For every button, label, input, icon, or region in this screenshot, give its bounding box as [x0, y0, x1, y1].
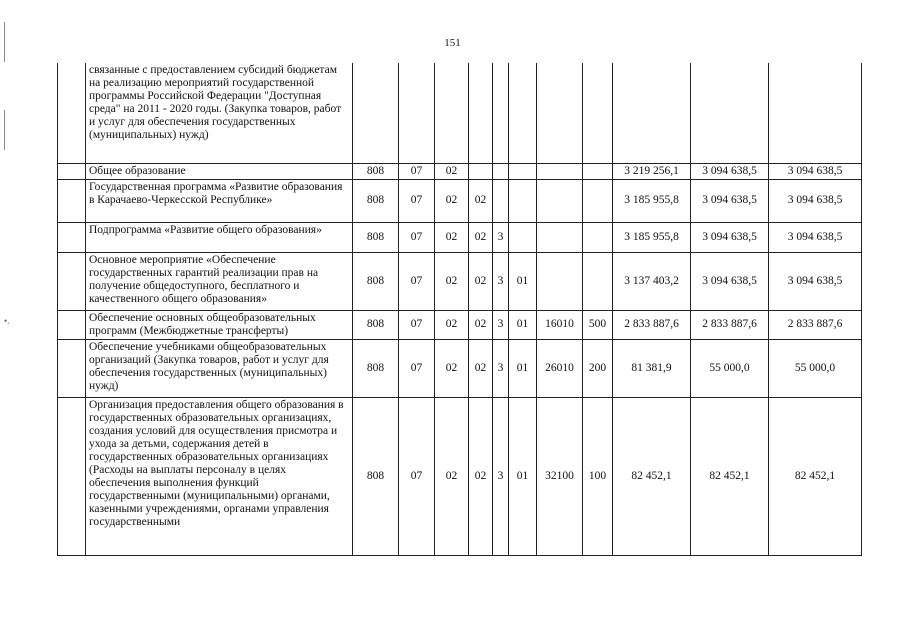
- table-row: [58, 397, 862, 555]
- amount-cell: 3 094 638,5: [691, 163, 769, 179]
- page-number: 151: [444, 37, 461, 49]
- amount-cell: 3 094 638,5: [769, 222, 862, 252]
- code-cell: 808: [353, 339, 399, 397]
- code-cell: 02: [469, 179, 493, 222]
- amount-cell: 82 452,1: [691, 397, 769, 555]
- code-cell: [583, 63, 613, 163]
- code-cell: 02: [435, 163, 469, 179]
- code-cell: 3: [493, 397, 509, 555]
- row-number-cell: [58, 397, 86, 555]
- code-cell: 3: [493, 222, 509, 252]
- row-number-cell: [58, 252, 86, 310]
- budget-table: [57, 63, 862, 556]
- row-description: Общее образование: [86, 163, 353, 179]
- code-cell: [435, 63, 469, 163]
- amount-cell: 82 452,1: [613, 397, 691, 555]
- row-description: Организация предоставления общего образования в государственных образовательных организациях, создания условий для осуществления присмотра и ухода за детьми, содержания детей в государственных образовательных организациях (Расходы на выплаты персоналу в целях обеспечения выполнения функций государственными (муниципальными) органами, казенными учреждениями, органами управления государственными: [86, 397, 353, 555]
- code-cell: 808: [353, 163, 399, 179]
- code-cell: 808: [353, 397, 399, 555]
- code-cell: 07: [399, 397, 435, 555]
- amount-cell: [691, 63, 769, 163]
- table-row: [58, 179, 862, 222]
- row-number-cell: [58, 339, 86, 397]
- code-cell: 02: [435, 252, 469, 310]
- code-cell: 02: [469, 222, 493, 252]
- amount-cell: 3 094 638,5: [691, 252, 769, 310]
- code-cell: 07: [399, 310, 435, 339]
- code-cell: 02: [469, 310, 493, 339]
- scan-artifact: •.: [4, 316, 10, 326]
- code-cell: 200: [583, 339, 613, 397]
- table-row: [58, 252, 862, 310]
- code-cell: [509, 222, 537, 252]
- amount-cell: 2 833 887,6: [769, 310, 862, 339]
- amount-cell: 3 185 955,8: [613, 222, 691, 252]
- code-cell: 32100: [537, 397, 583, 555]
- code-cell: [399, 63, 435, 163]
- code-cell: [537, 252, 583, 310]
- code-cell: [537, 179, 583, 222]
- code-cell: [509, 179, 537, 222]
- scan-edge-line: [4, 22, 5, 62]
- amount-cell: [769, 63, 862, 163]
- code-cell: [353, 63, 399, 163]
- code-cell: [469, 163, 493, 179]
- table-row: [58, 339, 862, 397]
- amount-cell: 81 381,9: [613, 339, 691, 397]
- amount-cell: 2 833 887,6: [691, 310, 769, 339]
- amount-cell: 3 219 256,1: [613, 163, 691, 179]
- code-cell: 02: [435, 397, 469, 555]
- code-cell: 100: [583, 397, 613, 555]
- code-cell: 02: [435, 222, 469, 252]
- code-cell: 808: [353, 222, 399, 252]
- code-cell: 01: [509, 339, 537, 397]
- row-number-cell: [58, 222, 86, 252]
- code-cell: [537, 63, 583, 163]
- amount-cell: 3 094 638,5: [769, 252, 862, 310]
- code-cell: [583, 222, 613, 252]
- code-cell: 07: [399, 163, 435, 179]
- table-row: [58, 63, 862, 163]
- row-description: Основное мероприятие «Обеспечение государственных гарантий реализации прав на получение общедоступного, бесплатного и качественного общего образования»: [86, 252, 353, 310]
- code-cell: [493, 163, 509, 179]
- row-description: Обеспечение основных общеобразовательных программ (Межбюджетные трансферты): [86, 310, 353, 339]
- code-cell: 500: [583, 310, 613, 339]
- code-cell: [583, 179, 613, 222]
- row-description: Обеспечение учебниками общеобразовательных организаций (Закупка товаров, работ и услуг для обеспечения государственных (муниципальных) нужд): [86, 339, 353, 397]
- amount-cell: 3 094 638,5: [691, 222, 769, 252]
- code-cell: [509, 63, 537, 163]
- code-cell: 02: [469, 252, 493, 310]
- amount-cell: [613, 63, 691, 163]
- code-cell: 808: [353, 252, 399, 310]
- row-description: Подпрограмма «Развитие общего образования»: [86, 222, 353, 252]
- amount-cell: 3 137 403,2: [613, 252, 691, 310]
- table-body: [58, 63, 862, 555]
- code-cell: 02: [435, 339, 469, 397]
- amount-cell: 2 833 887,6: [613, 310, 691, 339]
- code-cell: 07: [399, 252, 435, 310]
- code-cell: 07: [399, 179, 435, 222]
- code-cell: [493, 179, 509, 222]
- row-number-cell: [58, 63, 86, 163]
- code-cell: 02: [435, 310, 469, 339]
- code-cell: [583, 252, 613, 310]
- code-cell: 07: [399, 222, 435, 252]
- amount-cell: 55 000,0: [691, 339, 769, 397]
- amount-cell: 3 094 638,5: [769, 179, 862, 222]
- row-description: связанные с предоставлением субсидий бюджетам на реализацию мероприятий государственной программы Российской Федерации "Доступная среда" на 2011 - 2020 годы. (Закупка товаров, работ и услуг для обеспечения государственных (муниципальных) нужд): [86, 63, 353, 163]
- code-cell: [537, 163, 583, 179]
- code-cell: 3: [493, 310, 509, 339]
- amount-cell: 3 094 638,5: [769, 163, 862, 179]
- code-cell: [583, 163, 613, 179]
- table-row: [58, 310, 862, 339]
- code-cell: 16010: [537, 310, 583, 339]
- amount-cell: 82 452,1: [769, 397, 862, 555]
- code-cell: 07: [399, 339, 435, 397]
- code-cell: 808: [353, 179, 399, 222]
- code-cell: [469, 63, 493, 163]
- code-cell: 3: [493, 339, 509, 397]
- code-cell: 02: [435, 179, 469, 222]
- table-row: [58, 222, 862, 252]
- row-description: Государственная программа «Развитие образования в Карачаево-Черкесской Республике»: [86, 179, 353, 222]
- row-number-cell: [58, 310, 86, 339]
- code-cell: [493, 63, 509, 163]
- code-cell: 01: [509, 252, 537, 310]
- code-cell: [509, 163, 537, 179]
- code-cell: 02: [469, 339, 493, 397]
- code-cell: 01: [509, 397, 537, 555]
- row-number-cell: [58, 163, 86, 179]
- code-cell: 02: [469, 397, 493, 555]
- code-cell: 26010: [537, 339, 583, 397]
- code-cell: 01: [509, 310, 537, 339]
- code-cell: 3: [493, 252, 509, 310]
- code-cell: 808: [353, 310, 399, 339]
- scan-edge-line: [4, 110, 5, 150]
- row-number-cell: [58, 179, 86, 222]
- amount-cell: 55 000,0: [769, 339, 862, 397]
- code-cell: [537, 222, 583, 252]
- table-row: [58, 163, 862, 179]
- amount-cell: 3 185 955,8: [613, 179, 691, 222]
- amount-cell: 3 094 638,5: [691, 179, 769, 222]
